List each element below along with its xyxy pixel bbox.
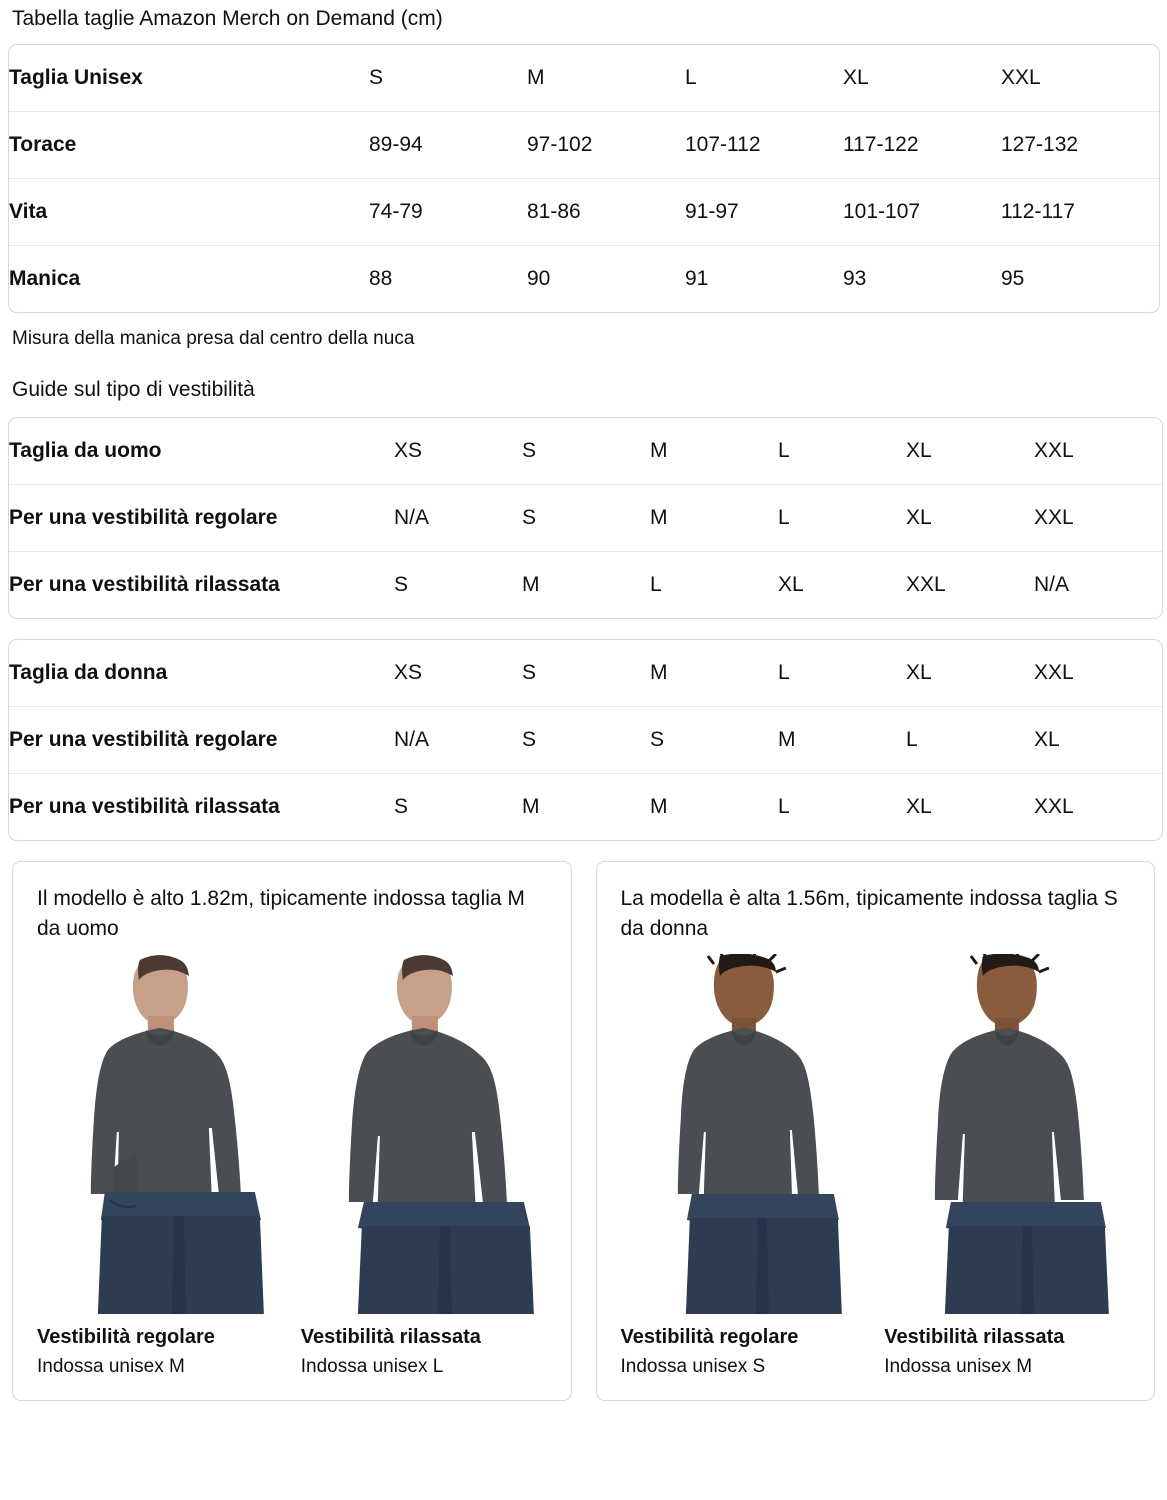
cell: 89-94 [369,112,527,179]
cell: M [650,795,668,818]
woman-relaxed-illustration [884,954,1130,1314]
cell: 97-102 [527,112,685,179]
model-photo-woman-relaxed [884,954,1130,1314]
cell: S [522,640,650,707]
cell: N/A [394,485,522,552]
cell: S [369,45,527,112]
table-row [9,45,1159,112]
cell: 101-107 [843,179,1001,246]
row-label: Per una vestibilità rilassata [9,795,280,818]
table-row [9,640,1162,707]
table-row [9,485,1162,552]
model-photo-man-relaxed [301,954,547,1314]
man-relaxed-illustration [301,954,547,1314]
row-label: Taglia da uomo [9,418,394,485]
cell: XXL [1034,795,1074,818]
row-label: Per una vestibilità rilassata [9,573,280,596]
cell: XXL [1034,485,1162,552]
cell: L [778,485,906,552]
table-row [9,418,1162,485]
cell: S [650,707,778,774]
womens-fit-table [8,639,1163,841]
woman-regular-illustration [621,954,867,1314]
cell: S [394,573,409,596]
figure-regular-fit-man [37,954,283,1380]
model-headline: La modella è alta 1.56m, tipicamente indossa taglia S da donna [620,887,1118,940]
cell: 81-86 [527,179,685,246]
cell: XS [394,418,522,485]
cell: XL [778,573,804,596]
cell: 74-79 [369,179,527,246]
wears-label: Indossa unisex S [620,1356,766,1377]
cell: 88 [369,267,393,290]
cell: XXL [906,573,946,596]
cell: 112-117 [1001,179,1159,246]
cell: L [685,45,843,112]
cell: M [778,707,906,774]
cell: 117-122 [843,112,1001,179]
womens-model-card [596,861,1156,1401]
cell: XXL [1034,640,1162,707]
cell: L [778,795,790,818]
wears-label: Indossa unisex M [884,1356,1033,1377]
cell: L [650,573,662,596]
page-title: Tabella taglie Amazon Merch on Demand (cm) [12,7,443,30]
cell: 93 [843,267,867,290]
cell: L [778,640,906,707]
cell: XXL [1001,45,1159,112]
figure-row [37,954,547,1380]
cell: XL [906,485,1034,552]
row-label: Vita [9,179,369,246]
cell: M [522,795,540,818]
man-regular-illustration [37,954,283,1314]
cell: 107-112 [685,112,843,179]
table-row [9,552,1162,618]
model-headline: Il modello è alto 1.82m, tipicamente indossa taglia M da uomo [37,887,525,940]
cell: S [522,707,650,774]
unisex-size-table [8,44,1160,313]
fit-label: Vestibilità rilassata [884,1326,1065,1348]
row-label: Per una vestibilità regolare [9,485,394,552]
sleeve-measurement-note: Misura della manica presa dal centro della nuca [12,328,415,349]
mens-fit-table [8,417,1163,619]
figure-row [621,954,1131,1380]
fit-label: Vestibilità regolare [37,1326,215,1348]
model-cards [8,841,1159,1401]
cell: XL [1034,707,1162,774]
cell: XXL [1034,418,1162,485]
table-row [9,246,1159,312]
cell: S [394,795,409,818]
cell: M [522,573,540,596]
cell: S [522,418,650,485]
figure-relaxed-fit-woman [884,954,1130,1380]
fit-guides-title: Guide sul tipo di vestibilità [12,378,255,401]
cell: S [522,485,650,552]
wears-label: Indossa unisex M [37,1356,185,1377]
row-label: Torace [9,112,369,179]
figure-regular-fit-woman [621,954,867,1380]
cell: M [650,640,778,707]
cell: M [650,485,778,552]
cell: 127-132 [1001,112,1159,179]
wears-label: Indossa unisex L [300,1356,444,1377]
cell: N/A [394,707,522,774]
cell: 91 [685,267,709,290]
row-label: Manica [9,267,81,290]
fit-label: Vestibilità rilassata [300,1326,481,1348]
cell: 95 [1001,267,1025,290]
figure-relaxed-fit-man [301,954,547,1380]
fit-label: Vestibilità regolare [620,1326,799,1348]
cell: M [527,45,685,112]
row-label: Taglia Unisex [9,45,369,112]
cell: M [650,418,778,485]
cell: XL [906,418,1034,485]
spacer [8,619,1159,639]
table-row [9,774,1162,840]
mens-model-card [12,861,572,1401]
table-row [9,112,1159,179]
table-row [9,707,1162,774]
cell: XS [394,640,522,707]
row-label: Per una vestibilità regolare [9,707,394,774]
cell: XL [906,795,932,818]
table-row [9,179,1159,246]
model-photo-woman-regular [621,954,867,1314]
model-photo-man-regular [37,954,283,1314]
cell: XL [843,45,1001,112]
cell: 91-97 [685,179,843,246]
cell: 90 [527,267,551,290]
cell: L [906,707,1034,774]
cell: L [778,418,906,485]
cell: N/A [1034,573,1070,596]
cell: XL [906,640,1034,707]
row-label: Taglia da donna [9,640,394,707]
